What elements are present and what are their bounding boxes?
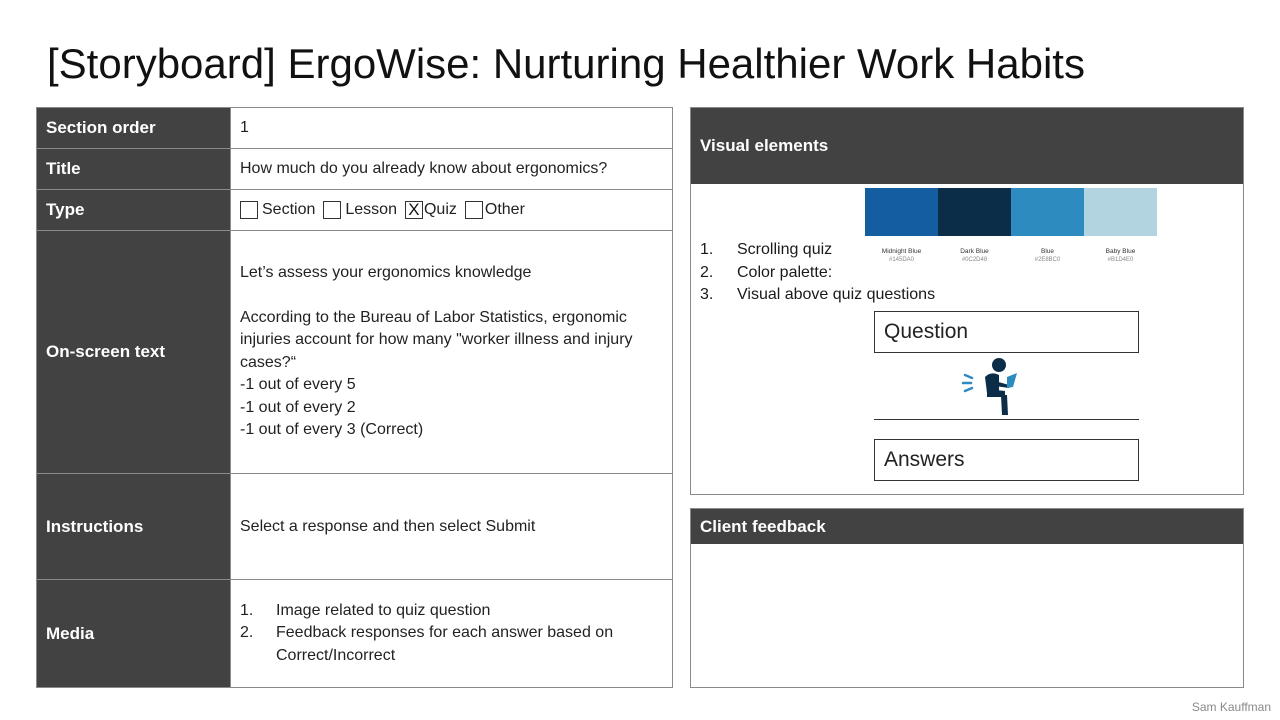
type-options: [240, 201, 663, 219]
list-item-text: Feedback responses for each answer based on Correct/Incorrect: [276, 624, 614, 664]
list-item-text: Scrolling quiz: [737, 241, 833, 258]
swatch-hex: #B1D4E0: [1107, 257, 1134, 263]
swatch-name: Midnight Blue: [881, 248, 922, 255]
swatch-name: Baby Blue: [1105, 248, 1136, 255]
section-order-value: 1: [231, 108, 673, 149]
client-feedback-body[interactable]: [691, 544, 1243, 687]
type-option-section[interactable]: [240, 201, 315, 219]
client-feedback-panel: [690, 508, 1244, 688]
list-item: [240, 622, 663, 667]
media-list: [240, 600, 663, 668]
lesson-checkbox[interactable]: [323, 201, 341, 219]
onscreen-question: According to the Bureau of Labor Statistics, ergonomic injuries account for how many "worker illness and injury cases?“: [240, 308, 633, 371]
swatch-hex: #2E8BC0: [1034, 257, 1061, 263]
swatch-name: Blue: [1040, 248, 1054, 255]
onscreen-answer: -1 out of every 2: [240, 398, 356, 416]
visual-elements-list: [700, 239, 935, 307]
mock-answers-box: Answers: [874, 439, 1139, 481]
other-checkbox[interactable]: [465, 201, 483, 219]
type-option-quiz[interactable]: [405, 201, 457, 219]
mock-question-box: Question: [874, 311, 1139, 353]
palette-swatch: [1011, 188, 1084, 264]
list-item-number: 1.: [240, 601, 254, 619]
onscreen-intro: Let’s assess your ergonomics knowledge: [240, 264, 532, 282]
visual-elements-header: Visual elements: [691, 108, 1243, 184]
media-label: Media: [37, 580, 231, 688]
mock-divider: [874, 419, 1139, 420]
title-label: Title: [37, 149, 231, 190]
swatch-color: [938, 188, 1011, 236]
instructions-label: Instructions: [37, 474, 231, 580]
type-label: Type: [37, 190, 231, 231]
section-order-label: Section order: [37, 108, 231, 149]
list-item-number: 2.: [700, 263, 714, 281]
author-credit: Sam Kauffman: [1191, 700, 1271, 714]
onscreen-text-block: [240, 262, 663, 442]
swatch-hex: #0C2D48: [961, 257, 988, 263]
onscreen-text-label: On-screen text: [37, 231, 231, 474]
instructions-value: Select a response and then select Submit: [231, 474, 673, 580]
section-option-label: Section: [262, 201, 316, 218]
list-item-text: Image related to quiz question: [276, 601, 491, 619]
storyboard-table: [36, 107, 673, 688]
swatch-name: Dark Blue: [960, 248, 989, 255]
list-item-text: Color palette:: [737, 263, 833, 281]
list-item: [700, 262, 935, 285]
person-at-laptop-icon: [961, 355, 1025, 419]
type-option-other[interactable]: [465, 201, 525, 219]
quiz-checkbox[interactable]: X: [405, 201, 423, 219]
swatch-color: [1084, 188, 1157, 236]
list-item: [700, 239, 935, 262]
media-value: [231, 580, 673, 688]
page-title: [Storyboard] ErgoWise: Nurturing Healthier Work Habits: [47, 40, 1085, 87]
type-option-lesson[interactable]: [323, 201, 397, 219]
list-item-number: 1.: [700, 241, 714, 258]
row-section-order: [37, 108, 673, 149]
row-onscreen-text: [37, 231, 673, 474]
row-type: [37, 190, 673, 231]
visual-elements-panel: [690, 107, 1244, 495]
type-value: [231, 190, 673, 231]
client-feedback-header: Client feedback: [691, 509, 1243, 544]
list-item-number: 3.: [700, 286, 714, 303]
swatch-hex: #145DA0: [888, 257, 915, 263]
row-media: [37, 580, 673, 688]
onscreen-answer: -1 out of every 5: [240, 376, 356, 394]
list-item-text: Visual above quiz questions: [737, 286, 936, 303]
lesson-option-label: Lesson: [345, 201, 397, 218]
onscreen-text-value: [231, 231, 673, 474]
quiz-option-label: Quiz: [423, 201, 457, 218]
list-item: [700, 284, 935, 307]
row-instructions: [37, 474, 673, 580]
list-item-number: 2.: [240, 624, 254, 642]
list-item: [240, 600, 663, 623]
palette-swatch: [938, 188, 1011, 264]
other-option-label: Other: [484, 201, 525, 218]
row-title: [37, 149, 673, 190]
palette-swatch: [1084, 188, 1157, 264]
section-checkbox[interactable]: [240, 201, 258, 219]
title-value: How much do you already know about ergonomics?: [231, 149, 673, 190]
onscreen-answer: -1 out of every 3 (Correct): [240, 421, 424, 439]
swatch-color: [1011, 188, 1084, 236]
swatch-color: [865, 188, 938, 236]
